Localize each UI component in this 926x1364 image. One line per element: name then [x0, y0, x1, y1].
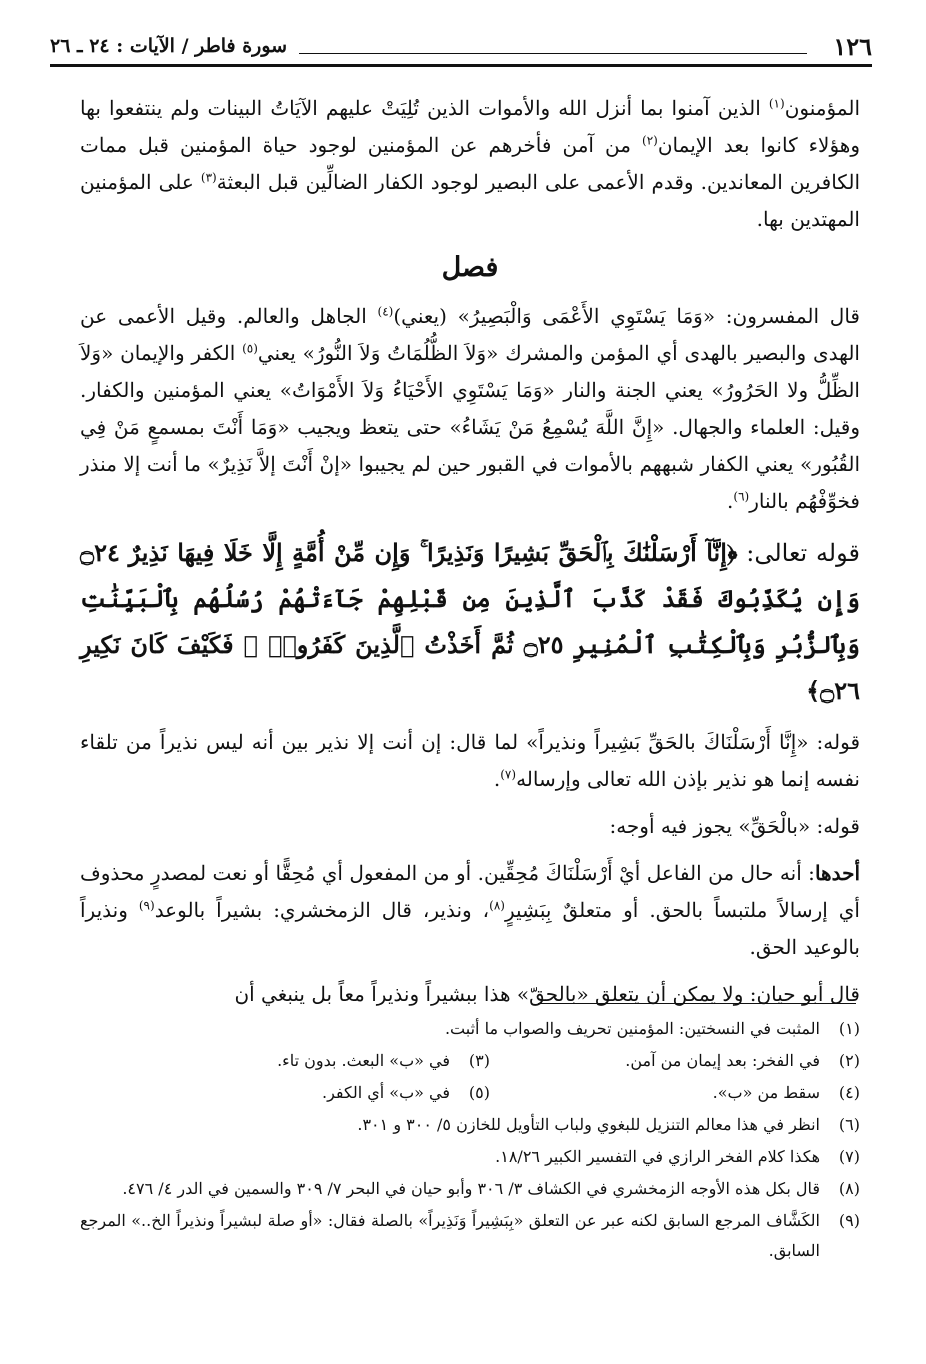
footnote-item	[80, 1046, 860, 1076]
footnote-ref: (٨)	[489, 898, 505, 913]
footnote-ref: (٦)	[733, 489, 750, 504]
footnote-number: (٢)	[838, 1051, 860, 1070]
verse-text: ثُمَّ أَخَذْتُ ٱلَّذِينَ كَفَرُوا۟ ۖ فَكَيْفَ كَانَ نَكِيرِ	[80, 630, 524, 659]
paragraph-text: .	[493, 767, 501, 791]
footnote-number: (٨)	[838, 1179, 860, 1198]
quran-verse	[80, 530, 860, 714]
page-header	[50, 28, 872, 67]
paragraph-text: المؤمنون	[784, 96, 860, 120]
footnote-ref: (٣)	[200, 170, 217, 185]
paragraph-4: قوله: «بالْحَقِّ» يجوز فيه أوجه:	[609, 814, 860, 838]
paragraph-lead: أحدها	[814, 861, 860, 885]
verse-bracket-open: ﴿	[726, 538, 738, 567]
footnote-ref: (٥)	[242, 341, 258, 356]
footnote-number: (٤)	[838, 1083, 860, 1102]
footnote-text: المثبت في النسختين: المؤمنين تحريف والصواب ما أثبت.	[444, 1019, 820, 1038]
paragraph-text: الكفر والإيمان «وَلاَ الظِّلُّ ولا الحَرُورُ» يعني الجنة والنار «وَمَا يَسْتَوِي الأَحْيَاءُ وَلاَ الأَمْوَاتُ» يعني المؤمنين والكفار. وقيل: العلماء والجهال. «إِنَّ اللَّهَ يُسْمِعُ مَنْ يَشَاءُ» حتى يتعظ ويجيب «وَمَا أَنْتَ بمسمعٍ مَنْ فِي القُبُور» يعني الكفار شبههم بالأموات في القبور حين لم يجيبوا «إنْ أَنْتَ إلاَّ نَذِيرٌ» ما أنت إلا منذر فخوِّفْهُم بالنار	[80, 341, 861, 513]
footnote-item	[80, 1142, 860, 1172]
verse-text: إِنَّآ أَرْسَلْنَٰكَ بِٱلْحَقِّ بَشِيرًا وَنَذِيرًا ۚ وَإِن مِّنْ أُمَّةٍ إِلَّا خَلَا فِيهَا نَذِيرٌ	[128, 538, 727, 567]
main-text	[80, 90, 860, 1023]
paragraph-2	[80, 298, 860, 520]
footnote-ref: (٩)	[138, 898, 155, 913]
footnote-pair	[80, 1078, 820, 1108]
footnote-item	[80, 1174, 860, 1204]
paragraph-text: ونذيراً بالوعيد الحق.	[80, 898, 860, 959]
footnote-number: (٩)	[838, 1211, 860, 1230]
paragraph-text: من آمن فأخرهم عن المؤمنين لوجود حياة المؤمنين قبل ممات الكافرين المعاندين. وقدم الأعمى على البصير لوجود الكفار الضالِّين قبل البعثة	[80, 133, 860, 194]
page-number: ١٢٦	[833, 31, 872, 61]
footnote-ref: (١)	[768, 96, 785, 111]
paragraph-text: الذين آمنوا بما أنزل الله والأموات الذين تُلِيَتْ عليهم الآيَاتُ البينات ولم ينتفعوا بها وهؤلاء كانوا بعد الإيمان	[80, 96, 861, 157]
verse-bracket-close: ﴾	[806, 676, 821, 705]
footnote-number: (٦)	[838, 1115, 860, 1134]
paragraph-1	[80, 90, 860, 238]
footnote-ref: (٧)	[500, 767, 517, 782]
ayah-marker: ۝٢٥	[523, 630, 564, 659]
verse-text: وَإِن يُكَذِّبُوكَ فَقَدْ كَذَّبَ ٱلَّذِينَ مِن قَبْلِهِمْ جَآءَتْهُمْ رُسُلُهُم بِٱلْبَيِّنَٰتِ وَبِٱلزُّبُرِ وَبِٱلْكِتَٰبِ ٱلْمُنِيرِ	[80, 584, 860, 659]
footnote-number: (٥)	[468, 1083, 490, 1102]
footnote-item	[80, 1078, 860, 1108]
paragraph-text: قوله: «إِنَّا أَرْسَلْنَاكَ بالحَقِّ بَشِيراً ونذيراً» لما قال: إن أنت إلا نذير بين أنه ليس نذيراً من تلقاء نفسه إنما هو نذير بإذن الله تعالى وإرساله	[80, 730, 860, 791]
footnote-text: قال بكل هذه الأوجه الزمخشري في الكشاف ٣/ ٣٠٦ وأبو حيان في البحر ٧/ ٣٠٩ والسمين في الدر ٤/ ٤٧٦.	[122, 1179, 820, 1198]
footnote-text: انظر في هذا معالم التنزيل للبغوي ولباب التأويل للخازن ٥/ ٣٠٠ و ٣٠١.	[357, 1115, 820, 1134]
footnote-text: سقط من «ب».	[712, 1083, 820, 1102]
verse-intro: قوله تعالى:	[737, 539, 860, 567]
footnote-number: (٧)	[838, 1147, 860, 1166]
running-title: سورة فاطر / الآيات : ٢٤ ـ ٢٦	[50, 35, 288, 57]
paragraph-text: قال المفسرون: «وَمَا يَسْتَوِي الأَعْمَى وَالْبَصِيرُ» (يعني)	[393, 304, 860, 328]
footnote-text: الكَشَّاف المرجع السابق لكنه عبر عن التعلق «بِبَشِيراً وَنَذِيراً» بالصلة فقال: «أو صلة لبشيراً ونذيراً الخ..» المرجع السابق.	[80, 1211, 820, 1260]
paragraph-text: ، ونذير، قال الزمخشري: بشيراً بالوعد	[154, 898, 490, 922]
paragraph-text: : أنه حال من الفاعل أيْ أَرْسَلْنَاكَ مُحِقِّين. أو من المفعول أي مُحِقًّا أو نعت لمصدرٍ محذوف أي إرسالاً ملتبساً بالحق. أو متعلقٌ بِبَشِيرٍ	[80, 861, 860, 922]
paragraph-6: قال أبو حيان: ولا يمكن أن يتعلق «بالحقّ» هذا ببشيراً ونذيراً معاً بل ينبغي أن	[234, 982, 860, 1006]
footnote-number: (٣)	[468, 1051, 490, 1070]
footnote-divider	[538, 1003, 856, 1004]
footnote-number: (١)	[838, 1019, 860, 1038]
footnote-item	[80, 1110, 860, 1140]
footnote-text: في «ب» أي الكفر.	[321, 1083, 450, 1102]
paragraph-text: الجاهل والعالم. وقيل الأعمى عن الهدى والبصير بالهدى أي المؤمن والمشرك «وَلاَ الظُّلُمَاتُ وَلاَ النُّورُ» يعني	[80, 304, 860, 365]
ayah-marker: ۝٢٦	[820, 676, 860, 705]
ayah-marker: ۝٢٤	[80, 538, 120, 567]
footnote-item	[80, 1014, 860, 1044]
footnote-text: في «ب» البعث. بدون تاء.	[277, 1051, 450, 1070]
footnote-pair	[80, 1046, 820, 1076]
footnote-text: هكذا كلام الفخر الرازي في التفسير الكبير ١٨/٢٦.	[495, 1147, 820, 1166]
footnote-ref: (٤)	[377, 304, 394, 319]
paragraph-text: .	[727, 489, 734, 513]
footnotes	[80, 1014, 860, 1268]
footnote-item	[80, 1206, 860, 1266]
section-heading: فصل	[441, 252, 499, 283]
paragraph-3	[80, 724, 860, 798]
footnote-text: في الفخر: بعد إيمان من آمن.	[625, 1051, 820, 1070]
header-rule	[299, 39, 807, 54]
paragraph-5	[80, 855, 860, 966]
paragraph-text: على المؤمنين المهتدين بها.	[80, 170, 860, 231]
footnote-ref: (٢)	[642, 133, 658, 148]
